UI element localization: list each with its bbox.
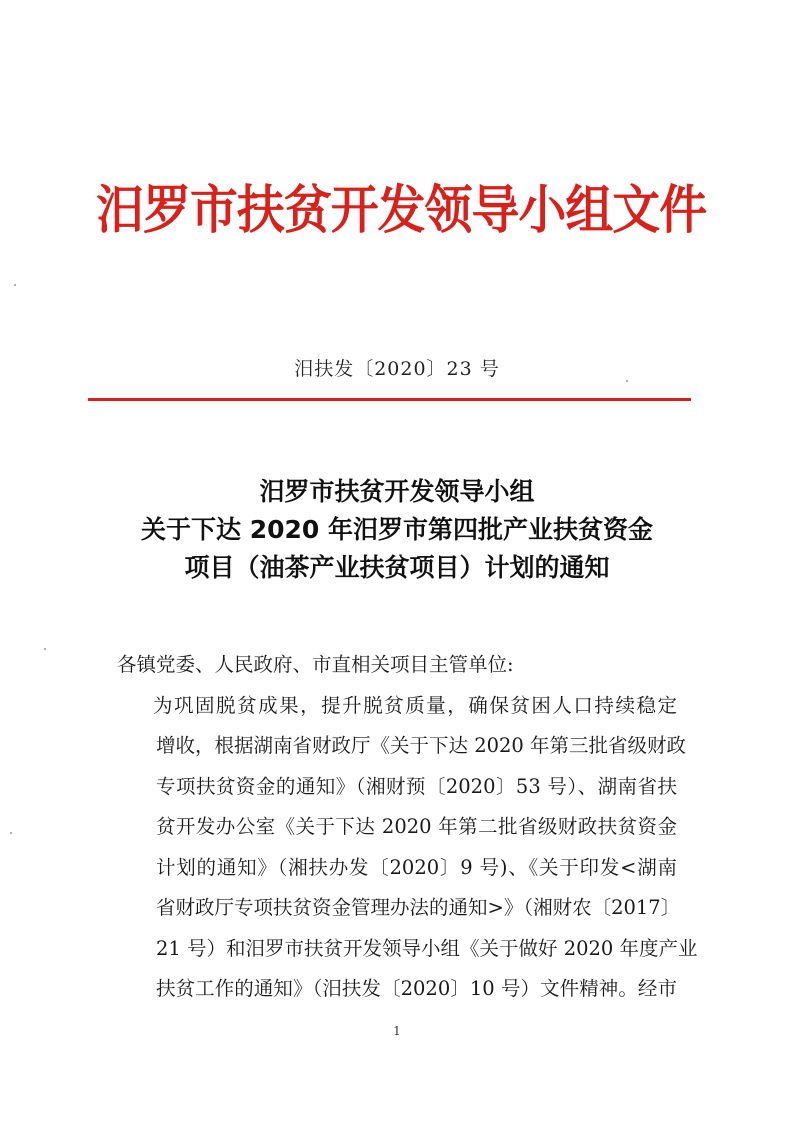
paragraph-line: 省财政厅专项扶贫资金管理办法的通知>》（湘财农〔2017〕 [156,896,681,919]
document-number: 汨扶发〔2020〕23 号 [294,358,500,380]
title-line-2: 关于下达 2020 年汨罗市第四批产业扶贫资金 [141,515,653,544]
title-line-3: 项目（油茶产业扶贫项目）计划的通知 [184,553,610,582]
paragraph-line: 扶贫工作的通知》（汨扶发〔2020〕10 号）文件精神。经市 [156,977,677,1000]
masthead-title: 汨罗市扶贫开发领导小组文件 [96,180,707,241]
title-line-1: 汨罗市扶贫开发领导小组 [259,477,535,506]
paragraph-line: 21 号）和汨罗市扶贫开发领导小组《关于做好 2020 年度产业 [156,936,698,960]
paragraph-line: 计划的通知》（湘扶办发〔2020〕9 号)、《关于印发<湖南 [156,855,677,879]
scan-speck [14,284,16,286]
body-text [117,645,698,1010]
scan-speck [626,380,628,382]
paragraph-line: 贫开发办公室《关于下达 2020 年第二批省级财政扶贫资金 [156,815,677,838]
red-divider-line [88,398,691,401]
salutation: 各镇党委、人民政府、市直相关项目主管单位: [117,653,514,676]
page-number: 1 [393,1024,401,1038]
scan-speck [44,648,46,650]
paragraph-line: 增收，根据湖南省财政厅《关于下达 2020 年第三批省级财政 [156,734,687,757]
paragraph-line: 专项扶贫资金的通知》（湘财预〔2020〕53 号）、湖南省扶 [156,774,677,798]
body-paragraph [117,686,698,1010]
notice-title [60,473,734,587]
scan-speck [10,832,12,834]
paragraph-line: 为巩固脱贫成果，提升脱贫质量，确保贫困人口持续稳定 [153,693,677,717]
